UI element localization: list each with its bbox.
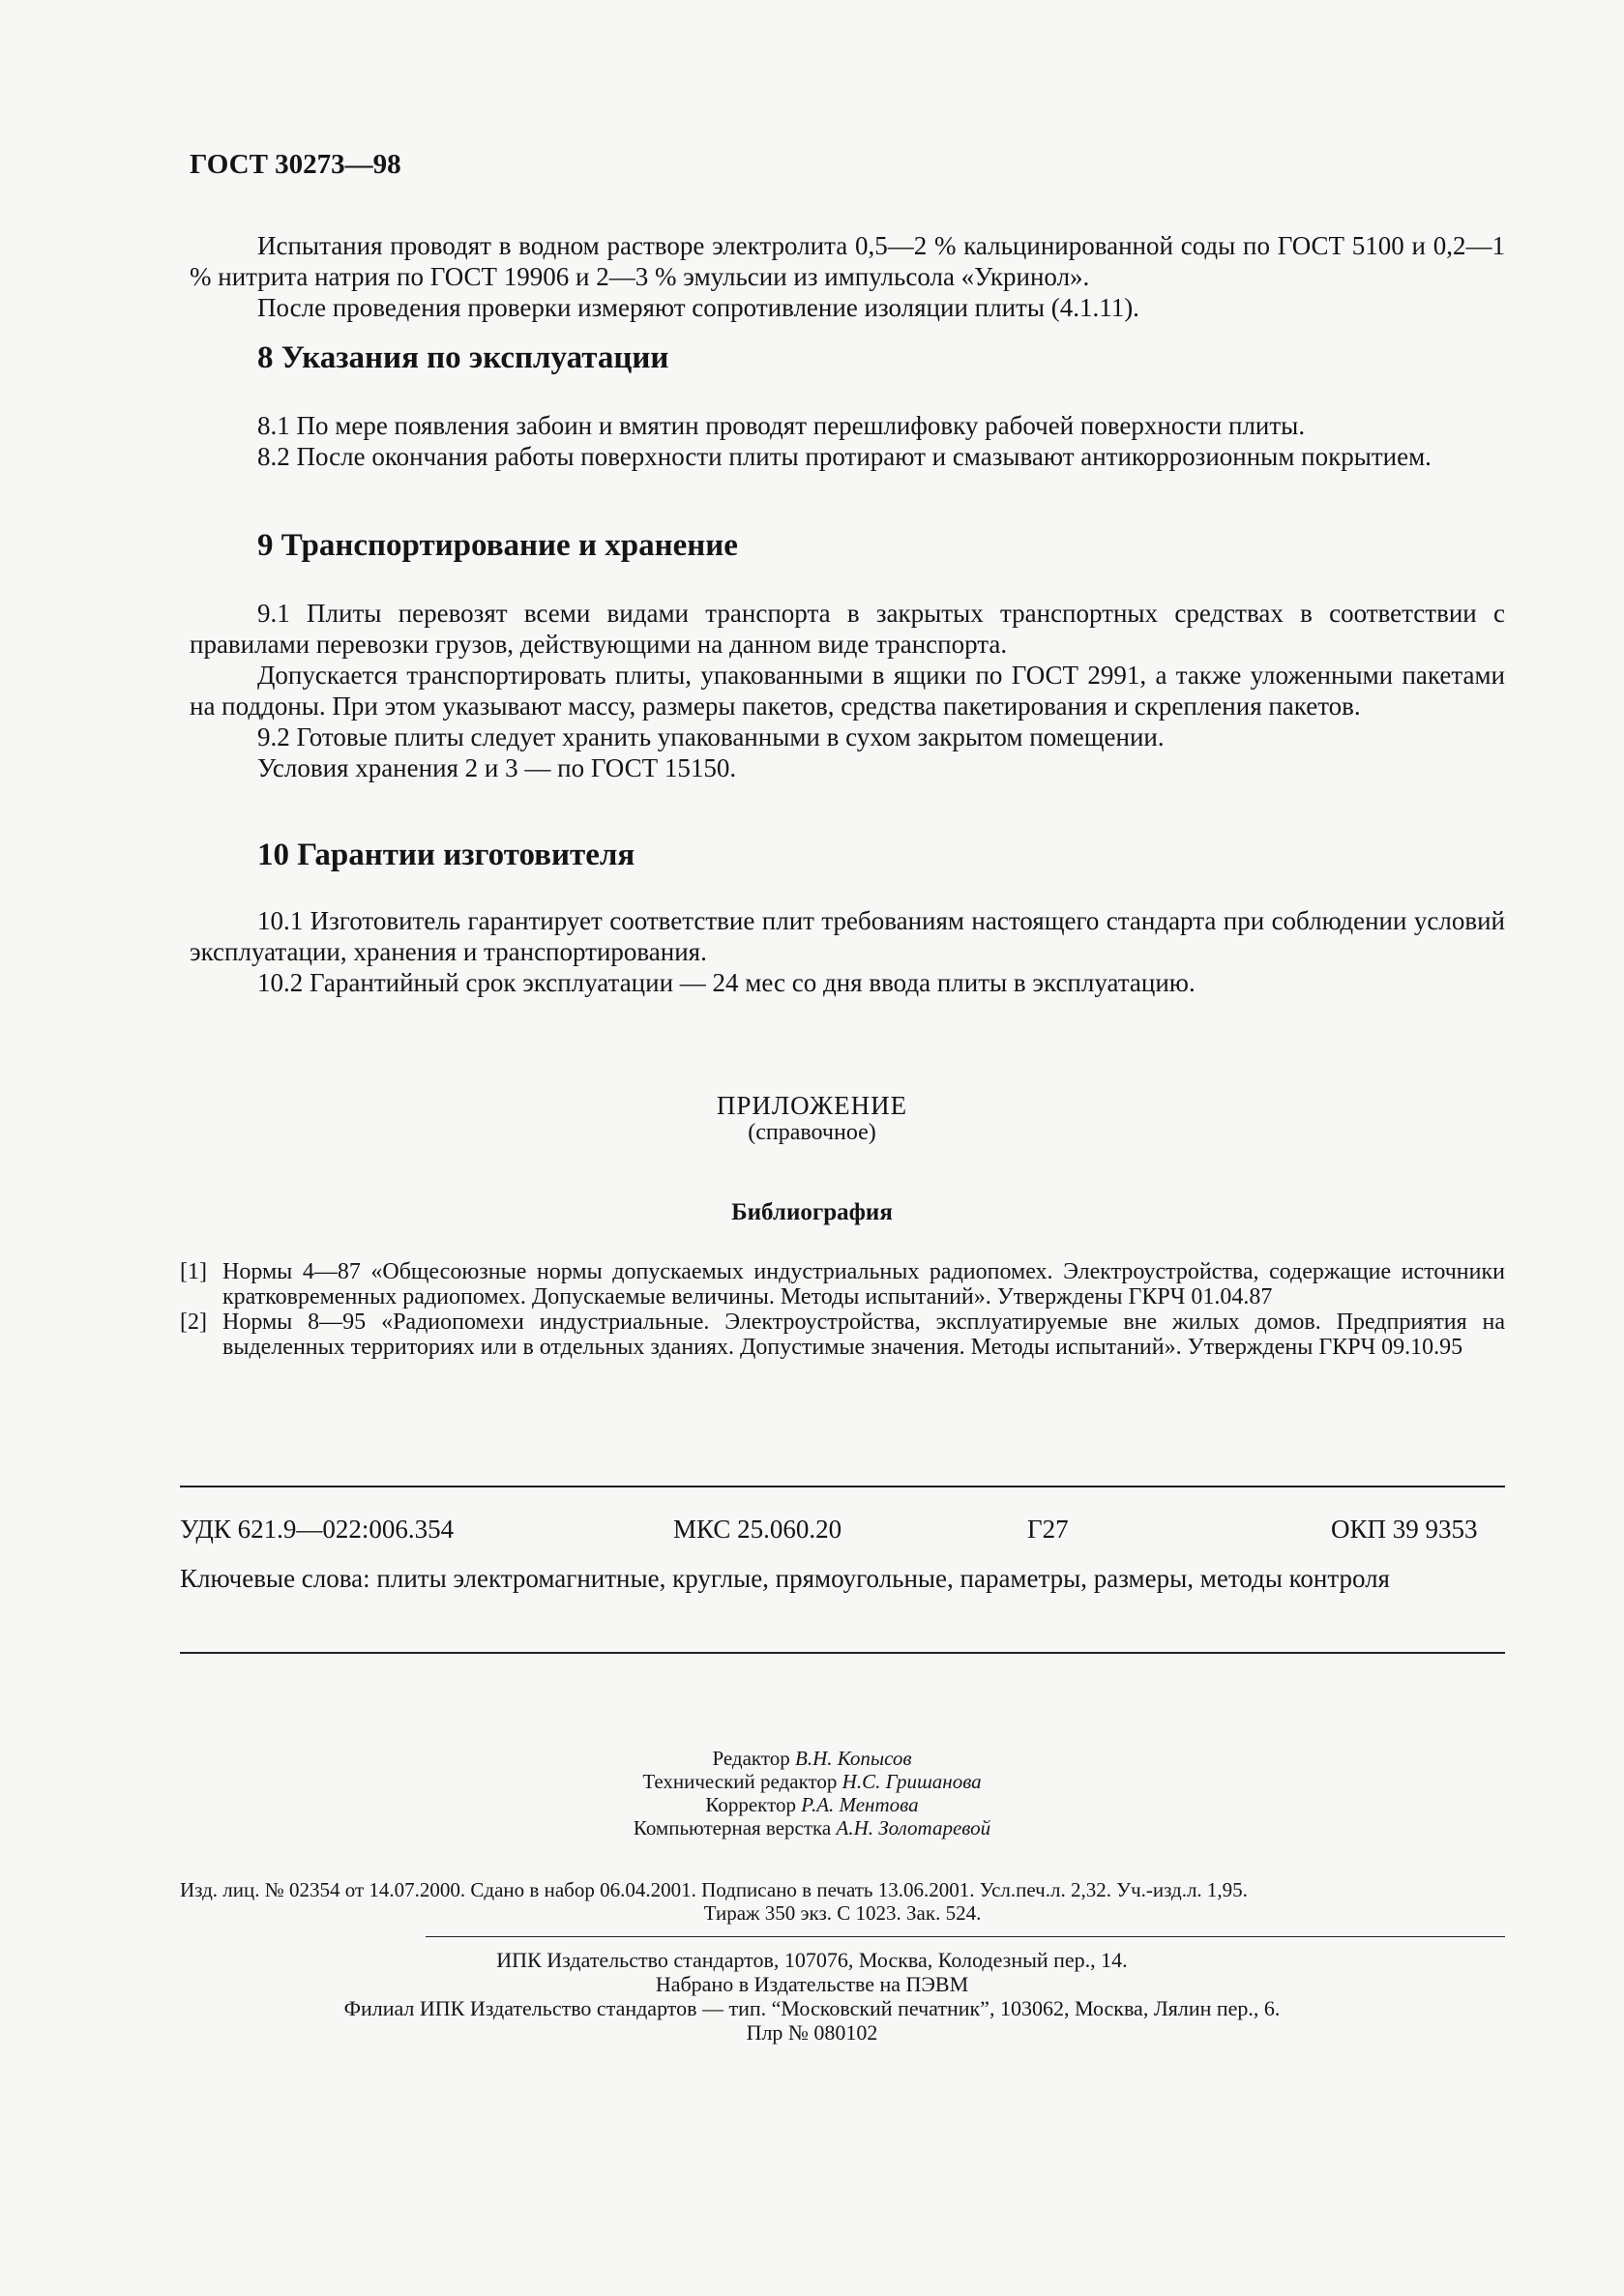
credit-label: Редактор <box>712 1747 790 1770</box>
paragraph: 8.2 После окончания работы поверхности плиты протирают и смазывают антикоррозионным покрытием. <box>257 442 1432 471</box>
bibliography-title: Библиография <box>731 1199 893 1225</box>
intro-text <box>190 230 1505 323</box>
publication-info <box>180 1878 1505 1925</box>
section-8-body <box>190 410 1505 472</box>
bibliography-list <box>180 1259 1505 1360</box>
paragraph: 10.1 Изготовитель гарантирует соответствие плит требованиям настоящего стандарта при соблюдении условий эксплуатации, хранения и транспортирования. <box>190 906 1505 966</box>
paragraph: Условия хранения 2 и 3 — по ГОСТ 15150. <box>257 753 737 782</box>
paragraph: 8.1 По мере появления забоин и вмятин проводят перешлифовку рабочей поверхности плиты. <box>257 411 1306 440</box>
group-code: Г27 <box>1027 1515 1069 1544</box>
imprint-line: Филиал ИПК Издательство стандартов — тип. “Московский печатник”, 103062, Москва, Лялин пер., 6. <box>343 1996 1281 2020</box>
publication-line: Изд. лиц. № 02354 от 14.07.2000. Сдано в набор 06.04.2001. Подписано в печать 13.06.2001. Усл.печ.л. 2,32. Уч.-изд.л. 1,95. <box>180 1878 1248 1901</box>
imprint-line: Плр № 080102 <box>746 2020 878 2045</box>
paragraph: После проведения проверки измеряют сопротивление изоляции плиты (4.1.11). <box>257 293 1139 322</box>
udk-code: УДК 621.9—022:006.354 <box>180 1515 455 1544</box>
imprint-line: ИПК Издательство стандартов, 107076, Москва, Колодезный пер., 14. <box>496 1948 1128 1972</box>
publication-line: Тираж 350 экз. С 1023. Зак. 524. <box>703 1901 982 1925</box>
section-9-body <box>190 598 1505 783</box>
credit-layout <box>0 1816 1624 1840</box>
section-9-heading: 9 Транспортирование и хранение <box>257 528 738 563</box>
credit-label: Компьютерная верстка <box>633 1816 832 1840</box>
section-10-heading: 10 Гарантии изготовителя <box>257 838 635 872</box>
credit-tech-editor <box>0 1770 1624 1793</box>
credits <box>0 1747 1624 1840</box>
keywords-text: Ключевые слова: плиты электромагнитные, круглые, прямоугольные, параметры, размеры, методы контроля <box>180 1564 1390 1593</box>
appendix-subtitle: (справочное) <box>748 1120 876 1145</box>
imprint <box>0 1948 1624 2045</box>
credit-name: В.Н. Копысов <box>795 1747 912 1770</box>
divider <box>426 1936 1505 1937</box>
keywords <box>180 1563 1505 1594</box>
section-10-body <box>190 905 1505 998</box>
mks-code: МКС 25.060.20 <box>673 1515 842 1544</box>
credit-name: Р.А. Ментова <box>801 1793 919 1816</box>
okp-code: ОКП 39 9353 <box>1331 1515 1478 1544</box>
credit-editor <box>0 1747 1624 1770</box>
credit-corrector <box>0 1793 1624 1816</box>
bibliography-item <box>180 1259 1505 1310</box>
credit-name: Н.С. Гришанова <box>842 1770 982 1793</box>
paragraph: 9.1 Плиты перевозят всеми видами транспорта в закрытых транспортных средствах в соответствии с правилами перевозки грузов, действующими на данном виде транспорта. <box>190 599 1505 659</box>
imprint-line: Набрано в Издательстве на ПЭВМ <box>655 1972 969 1996</box>
paragraph: 10.2 Гарантийный срок эксплуатации — 24 мес со дня ввода плиты в эксплуатацию. <box>257 968 1196 997</box>
bibliography-number: [1] <box>180 1259 207 1284</box>
section-8-heading: 8 Указания по эксплуатации <box>257 340 669 375</box>
bibliography-item <box>180 1310 1505 1360</box>
credit-label: Технический редактор <box>642 1770 838 1793</box>
credit-label: Корректор <box>705 1793 796 1816</box>
bibliography-text: Нормы 4—87 «Общесоюзные нормы допускаемых индустриальных радиопомех. Электроустройства, содержащие источники кратковременных радиопомех. Допускаемые величины. Методы испытаний». Утверждены ГКРЧ 01.04.87 <box>222 1259 1505 1310</box>
bibliography-text: Нормы 8—95 «Радиопомехи индустриальные. Электроустройства, эксплуатируемые вне жилых домов. Предприятия на выделенных территориях или в отдельных зданиях. Допустимые значения. Методы испытаний». Утверждены ГКРЧ 09.10.95 <box>222 1310 1505 1360</box>
paragraph: Допускается транспортировать плиты, упакованными в ящики по ГОСТ 2991, а также уложенными пакетами на поддоны. При этом указывают массу, размеры пакетов, средства пакетирования и скрепления пакетов. <box>190 661 1505 721</box>
divider <box>180 1652 1505 1654</box>
paragraph: 9.2 Готовые плиты следует хранить упакованными в сухом закрытом помещении. <box>257 722 1165 751</box>
credit-name: А.Н. Золотаревой <box>836 1816 991 1840</box>
divider <box>180 1486 1505 1487</box>
appendix-title: ПРИЛОЖЕНИЕ <box>716 1091 908 1120</box>
paragraph: Испытания проводят в водном растворе электролита 0,5—2 % кальцинированной соды по ГОСТ 5100 и 0,2—1 % нитрита натрия по ГОСТ 19906 и 2—3 % эмульсии из импульсола «Укринол». <box>190 231 1505 291</box>
standard-header: ГОСТ 30273—98 <box>190 149 401 180</box>
bibliography-number: [2] <box>180 1310 207 1335</box>
